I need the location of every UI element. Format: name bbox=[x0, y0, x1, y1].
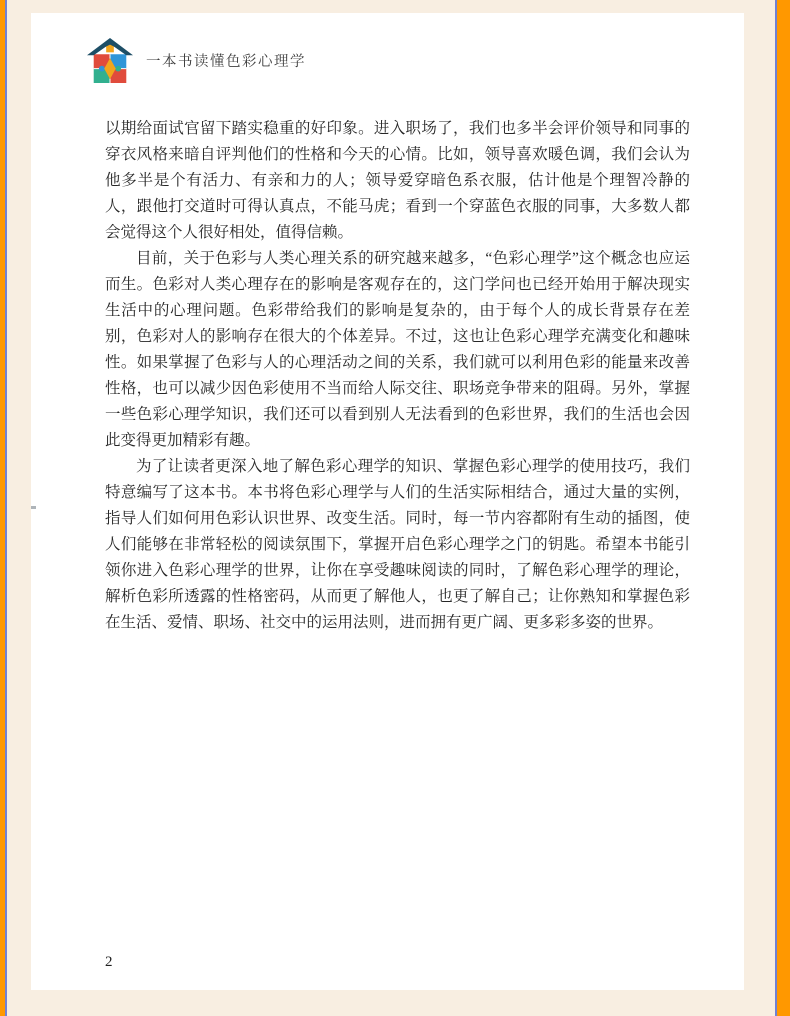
left-blue-rule bbox=[5, 0, 7, 1016]
paragraph: 以期给面试官留下踏实稳重的好印象。进入职场了，我们也多半会评价领导和同事的穿衣风格来暗自评判他们的性格和今天的心情。比如，领导喜欢暖色调，我们会认为他多半是个有活力、有亲和力的人；领导爱穿暗色系衣服，估计他是个理智冷静的人，跟他打交道时可得认真点，不能马虎；看到一个穿蓝色衣服的同事，大多数人都会觉得这个人很好相处，值得信赖。 bbox=[105, 120, 690, 241]
page-number: 2 bbox=[105, 954, 113, 970]
page-sheet bbox=[31, 13, 744, 990]
scan-speck bbox=[31, 506, 36, 509]
paragraph: 目前，关于色彩与人类心理关系的研究越来越多，“色彩心理学”这个概念也应运而生。色彩对人类心理存在的影响是客观存在的，这门学问也已经开始用于解决现实生活中的心理问题。色彩带给我们的影响是复杂的，由于每个人的成长背景存在差别，色彩对人的影响存在很大的个体差异。不过，这也让色彩心理学充满变化和趣味性。如果掌握了色彩与人的心理活动之间的关系，我们就可以利用色彩的能量来改善性格，也可以减少因色彩使用不当而给人际交往、职场竞争带来的阻碍。另外，掌握一些色彩心理学知识，我们还可以看到别人无法看到的色彩世界，我们的生活也会因此变得更加精彩有趣。 bbox=[105, 250, 690, 449]
book-title: 一本书读懂色彩心理学 bbox=[146, 53, 306, 70]
paragraph: 为了让读者更深入地了解色彩心理学的知识、掌握色彩心理学的使用技巧，我们特意编写了这本书。本书将色彩心理学与人们的生活实际相结合，通过大量的实例，指导人们如何用色彩认识世界、改变生活。同时，每一节内容都附有生动的插图，使人们能够在非常轻松的阅读氛围下，掌握开启色彩心理学之门的钥匙。希望本书能引领你进入色彩心理学的世界，让你在享受趣味阅读的同时，了解色彩心理学的理论，解析色彩所透露的性格密码，从而更了解他人，也更了解自己；让你熟知和掌握色彩在生活、爱情、职场、社交中的运用法则，进而拥有更广阔、更多彩多姿的世界。 bbox=[105, 458, 690, 631]
right-orange-border bbox=[777, 0, 790, 1016]
book-header bbox=[87, 36, 306, 84]
puzzle-house-logo-icon bbox=[87, 36, 133, 84]
body-text-block bbox=[105, 116, 690, 636]
